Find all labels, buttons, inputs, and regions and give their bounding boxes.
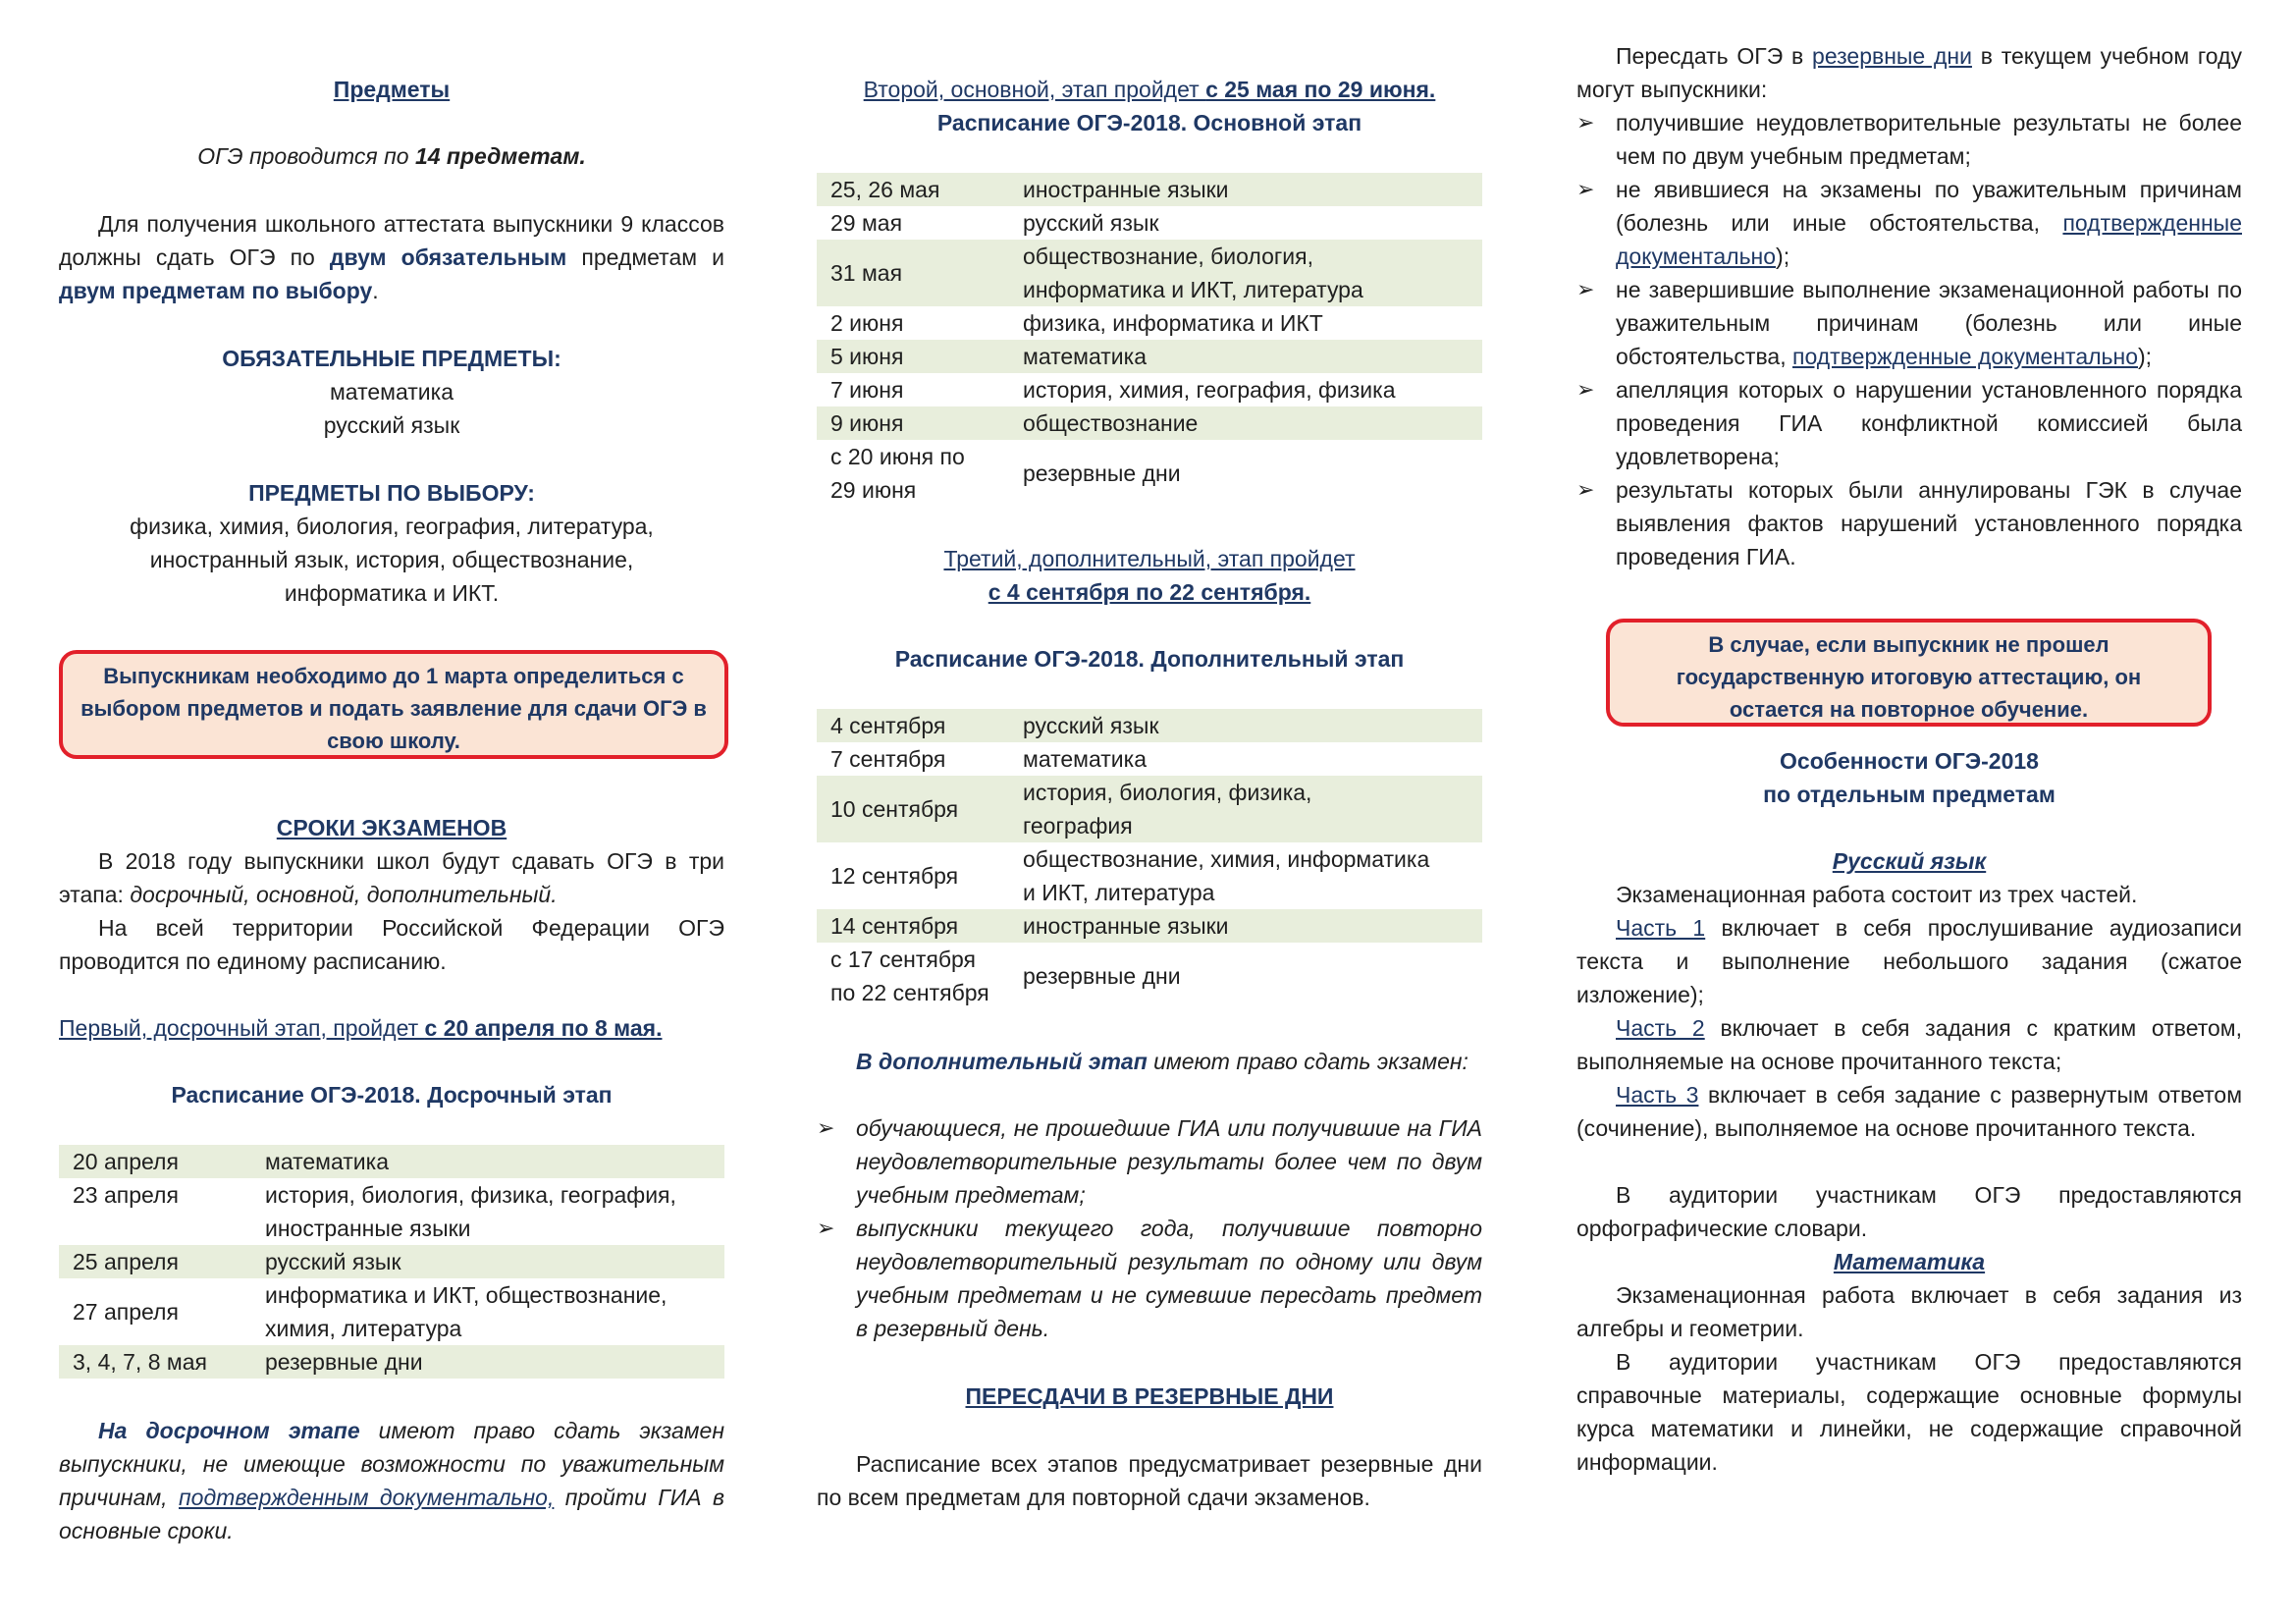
schedule-date: 23 апреля <box>73 1182 179 1208</box>
table-row <box>817 909 1482 943</box>
schedule-date: 29 мая <box>830 210 903 236</box>
arrow-bullet-icon: ➢ <box>1576 110 1595 135</box>
third-stage-dates-line2: с 4 сентября по 22 сентября. <box>988 579 1311 605</box>
schedule-subject: обществознание, биология, информатика и ИКТ, литература <box>1009 240 1482 306</box>
add-stage-note: В дополнительный этап имеют право сдать экзамен: <box>856 1049 1468 1074</box>
table-row <box>59 1345 724 1379</box>
schedule-subject: резервные дни <box>251 1345 724 1379</box>
schedule-date: с 17 сентября по 22 сентября <box>830 947 989 1005</box>
first-stage-dates: Первый, досрочный этап, пройдет с 20 апреля по 8 мая. <box>59 1015 663 1041</box>
table-row <box>59 1145 724 1178</box>
features-title-line2: по отдельным предметам <box>1763 782 2056 807</box>
list-item: ➢ не завершившие выполнение экзаменационной работы по уважительным причинам (болезнь или иные обстоятельства, подтвержденные документально); <box>1576 273 2242 373</box>
math-title: Математика <box>1833 1249 1986 1274</box>
arrow-bullet-icon: ➢ <box>1576 377 1595 402</box>
table-row <box>817 173 1482 206</box>
schedule-subject: история, биология, физика, география <box>1009 776 1482 842</box>
schedule-subject: обществознание <box>1009 406 1482 440</box>
schedule-subject: русский язык <box>251 1245 724 1278</box>
schedule-subject: русский язык <box>1009 709 1482 742</box>
arrow-bullet-icon: ➢ <box>1576 477 1595 502</box>
add-stage-list <box>817 1111 1482 1345</box>
schedule-date: 9 июня <box>817 406 1009 440</box>
russian-part-3: Часть 3 включает в себя задание с развернутым ответом (сочинение), выполняемое на основе прочитанного текста. <box>1576 1082 2243 1141</box>
early-stage-note: На досрочном этапе имеют право сдать экзамен выпускники, не имеющие возможности по уважительным причинам, подтвержденным документально, пройти ГИА в основные сроки. <box>59 1418 724 1543</box>
elective-title: ПРЕДМЕТЫ ПО ВЫБОРУ: <box>248 480 535 506</box>
table-row <box>817 206 1482 240</box>
list-item: ➢ выпускники текущего года, получившие повторно неудовлетворительный результат по одному или двум учебным предметам и не сумевшие пересдать предмет в резервный день. <box>817 1212 1482 1345</box>
retake-intro: Пересдать ОГЭ в резервные дни в текущем учебном году могут выпускники: <box>1576 43 2242 102</box>
schedule-date: 14 сентября <box>817 909 1009 943</box>
schedule-subject: резервные дни <box>1023 963 1181 989</box>
schedule-date: 5 июня <box>817 340 1009 373</box>
schedule-subject: иностранные языки <box>1009 909 1482 943</box>
list-item: ➢ апелляция которых о нарушении установленного порядка проведения ГИА конфликтной комиссией была удовлетворена; <box>1576 373 2242 473</box>
table-row <box>59 1178 724 1245</box>
schedule-date: 3, 4, 7, 8 мая <box>59 1345 251 1379</box>
schedule-date: 2 июня <box>830 310 904 336</box>
arrow-bullet-icon: ➢ <box>817 1216 835 1240</box>
schedule-date: 25 апреля <box>59 1245 251 1278</box>
table-row <box>817 240 1482 306</box>
terms-title: СРОКИ ЭКЗАМЕНОВ <box>276 815 507 840</box>
deadline-callout: Выпускникам необходимо до 1 марта определиться с выбором предметов и подать заявление для сдачи ОГЭ в свою школу. <box>59 650 728 759</box>
russian-title: Русский язык <box>1832 848 1987 874</box>
arrow-bullet-icon: ➢ <box>1576 177 1595 201</box>
retake-eligibility-list <box>1576 106 2242 573</box>
retake-paragraph: Расписание всех этапов предусматривает резервные дни по всем предметам для повторной сдачи экзаменов. <box>817 1451 1482 1510</box>
subjects-count: ОГЭ проводится по 14 предметам. <box>197 143 586 169</box>
early-schedule-table <box>59 1145 724 1379</box>
mandatory-title: ОБЯЗАТЕЛЬНЫЕ ПРЕДМЕТЫ: <box>222 346 561 371</box>
russian-paragraph-1: Экзаменационная работа состоит из трех частей. <box>1616 882 2138 907</box>
schedule-date: с 20 июня по 29 июня <box>830 444 965 503</box>
arrow-bullet-icon: ➢ <box>1576 277 1595 301</box>
table-row <box>817 440 1482 507</box>
mandatory-item: математика <box>329 379 454 405</box>
intro-paragraph: Для получения школьного аттестата выпускники 9 классов должны сдать ОГЭ по двум обязательным предметам и двум предметам по выбору. <box>59 211 724 303</box>
math-paragraph-2: В аудитории участникам ОГЭ предоставляются справочные материалы, содержащие основные формулы курса математики и линейки, не содержащие справочной информации. <box>1576 1349 2242 1475</box>
table-row <box>817 776 1482 842</box>
schedule-subject: обществознание, химия, информатика и ИКТ, литература <box>1023 846 1430 905</box>
mandatory-item: русский язык <box>323 412 460 438</box>
subjects-title: Предметы <box>333 77 451 102</box>
table-row <box>817 340 1482 373</box>
russian-part-2: Часть 2 включает в себя задания с кратким ответом, выполняемые на основе прочитанного текста; <box>1576 1015 2242 1074</box>
russian-paragraph-2: В аудитории участникам ОГЭ предоставляются орфографические словари. <box>1576 1182 2242 1241</box>
schedule-subject: иностранные языки <box>1009 173 1482 206</box>
repeat-study-callout: В случае, если выпускник не прошел государственную итоговую аттестацию, он остается на повторное обучение. <box>1606 619 2212 727</box>
table-row <box>817 373 1482 406</box>
list-item: ➢ обучающиеся, не прошедшие ГИА или получившие на ГИА неудовлетворительные результаты более чем по двум учебным предметам; <box>817 1111 1482 1212</box>
table-row <box>59 1278 724 1345</box>
schedule-subject: история, биология, физика, география, иностранные языки <box>265 1182 676 1241</box>
third-stage-dates-line1: Третий, дополнительный, этап пройдет <box>943 546 1356 571</box>
retake-title: ПЕРЕСДАЧИ В РЕЗЕРВНЫЕ ДНИ <box>965 1383 1334 1409</box>
list-item: ➢ результаты которых были аннулированы ГЭК в случае выявления фактов нарушений установленного порядка проведения ГИА. <box>1576 473 2242 573</box>
terms-paragraph-1: В 2018 году выпускники школ будут сдавать ОГЭ в три этапа: досрочный, основной, дополнительный. <box>59 848 724 907</box>
features-title-line1: Особенности ОГЭ-2018 <box>1780 748 2039 774</box>
main-schedule-table <box>817 173 1482 507</box>
early-table-title: Расписание ОГЭ-2018. Досрочный этап <box>171 1082 613 1108</box>
table-row <box>817 406 1482 440</box>
table-row <box>59 1245 724 1278</box>
schedule-subject: информатика и ИКТ, обществознание, химия, литература <box>265 1282 667 1341</box>
schedule-date: 7 июня <box>830 377 904 403</box>
table-row <box>817 943 1482 1009</box>
main-stage-dates: Второй, основной, этап пройдет с 25 мая по 29 июня. <box>863 77 1436 102</box>
list-item: ➢ получившие неудовлетворительные результаты не более чем по двум учебным предметам; <box>1576 106 2242 173</box>
schedule-subject: математика <box>1023 746 1148 772</box>
list-item: ➢ не явившиеся на экзамены по уважительным причинам (болезнь или иные обстоятельства, подтвержденные документально); <box>1576 173 2242 273</box>
arrow-bullet-icon: ➢ <box>817 1115 835 1140</box>
schedule-subject: физика, информатика и ИКТ <box>1023 310 1323 336</box>
schedule-date: 27 апреля <box>73 1299 179 1325</box>
schedule-date: 10 сентября <box>817 776 1009 842</box>
schedule-subject: резервные дни <box>1023 460 1181 486</box>
schedule-subject: математика <box>1009 340 1482 373</box>
math-paragraph-1: Экзаменационная работа включает в себя задания из алгебры и геометрии. <box>1576 1282 2242 1341</box>
table-row <box>817 742 1482 776</box>
schedule-subject: русский язык <box>1023 210 1159 236</box>
russian-part-1: Часть 1 включает в себя прослушивание аудиозаписи текста и выполнение небольшого задания (сжатое изложение); <box>1576 915 2242 1007</box>
table-row <box>817 709 1482 742</box>
schedule-date: 25, 26 мая <box>817 173 1009 206</box>
main-table-title: Расписание ОГЭ-2018. Основной этап <box>936 110 1362 135</box>
schedule-subject: история, химия, география, физика <box>1023 377 1396 403</box>
schedule-subject: математика <box>251 1145 724 1178</box>
table-row <box>817 306 1482 340</box>
schedule-date: 31 мая <box>817 240 1009 306</box>
schedule-date: 12 сентября <box>830 863 959 889</box>
schedule-date: 20 апреля <box>59 1145 251 1178</box>
add-schedule-table <box>817 709 1482 1009</box>
table-row <box>817 842 1482 909</box>
elective-list: физика, химия, биология, география, литература, иностранный язык, история, обществознание, информатика и ИКТ. <box>130 514 654 606</box>
schedule-date: 7 сентября <box>830 746 946 772</box>
terms-paragraph-2: На всей территории Российской Федерации ОГЭ проводится по единому расписанию. <box>59 915 724 974</box>
add-table-title: Расписание ОГЭ-2018. Дополнительный этап <box>894 646 1405 672</box>
schedule-date: 4 сентября <box>817 709 1009 742</box>
